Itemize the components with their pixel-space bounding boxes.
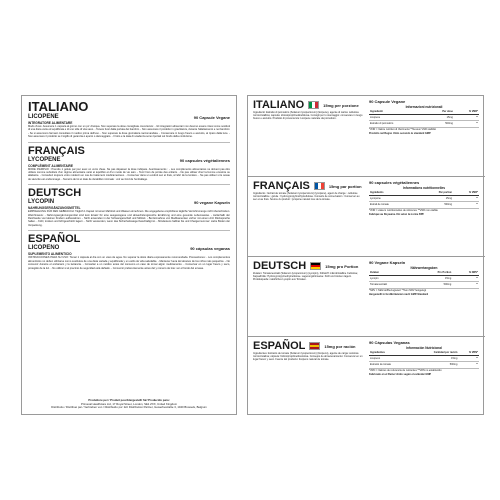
nutrition-table-title-fr: Informations nutritionnelles xyxy=(402,186,446,190)
lang-heading-de: DEUTSCH xyxy=(253,260,307,272)
section-header xyxy=(253,340,363,352)
amount-cell: 15mg xyxy=(417,196,453,202)
producer-info xyxy=(28,399,230,410)
lang-heading-es: ESPAÑOL xyxy=(28,233,81,246)
section-header xyxy=(253,180,363,192)
dose-de: 15mg pro Portion xyxy=(325,263,359,269)
nrv-cell: ** xyxy=(454,115,479,121)
ingredient-cell: Extrait de tomate xyxy=(369,202,417,208)
capsule-count-de: 90 vegane Kapseln xyxy=(193,200,230,206)
nrv-cell: ** xyxy=(452,276,479,282)
nrv-cell: ** xyxy=(458,356,479,362)
header-nrv: % VNR* xyxy=(454,109,479,115)
producer-title: Produttore per / Produit pour/Hergestellt für/ Producido para: xyxy=(88,398,170,403)
header-ingredient: Ingredienti xyxy=(369,109,426,115)
ingredient-cell: Licopene xyxy=(369,115,426,121)
lang-heading-de: DEUTSCH xyxy=(28,187,82,200)
divider xyxy=(28,142,230,143)
footnote-it: *VNR = Valore nutritivo di riferimento **Nessun VNR stabilito xyxy=(369,127,436,131)
product-line-de xyxy=(28,199,230,206)
directions-text-de: EMPFEHLUNG FÜR DEN GEBRAUCH: Täglich 1 Kapsel mit einer Mahlzeit und Wasser einnehmen. Die angegebene empfohlene tägliche Verzehrsmenge nicht überschreiten. Warnhinweis: - Nahrungsergänzungsmittel sind kein Ersatz für eine ausgewogene und abwechslungsreiche Ernährung und eine gesunde Lebensweise. - Außerhalb der Reichweite von kleinen Kindern aufbewahren. - Nicht anwenden in der Schwangerschaft und Stillzeit. - Bei Einnahme von Medikamenten vorher mit einem Arzt Rücksprache halten. - Kühl, trocken und lichtgeschützt lagern. - Nicht verwenden, wenn das Sicherheitssiegel beschädigt ist. - Mindestens haltbar bis und Chargennummer: siehe Boden der Verpackung. xyxy=(28,210,230,227)
ingredient-cell: Tomatenextrakt xyxy=(369,282,415,288)
flag-stripe xyxy=(311,267,320,269)
subtitle-it: INTEGRATORE ALIMENTARE xyxy=(28,121,73,125)
section-de xyxy=(248,256,485,336)
nutrition-table-title-it: Informazioni nutrizionali xyxy=(405,105,443,109)
product-name-es: LICOPENO xyxy=(28,245,60,252)
manufacturing-note-it: Prodotto nel Regno Unito secondo le standard GMP xyxy=(369,132,431,136)
manufacturing-note-fr: Fabriqué au Royaume-Uni selon la norme BPF xyxy=(369,213,425,217)
product-line-es xyxy=(28,245,230,252)
header-amount: Per dose xyxy=(426,109,454,115)
product-name-de: LYCOPIN xyxy=(28,199,55,206)
distributor-address: Distribuito / Distribué par / Vertrieben von / Distribuido por: EU Distribution Partner, Gewerbestraße 3, 1040 Brussels, Belgium xyxy=(51,405,207,410)
block-de xyxy=(28,187,230,227)
capsule-count-es: 90 Cápsulas Veganas xyxy=(369,340,410,345)
flag-es-icon xyxy=(309,342,320,350)
section-left-column xyxy=(253,260,363,283)
table-row xyxy=(369,282,479,288)
dose-it: 15mg per porzione xyxy=(323,102,359,108)
amount-cell: 500mg xyxy=(415,282,452,288)
amount-cell: 15mg xyxy=(426,115,454,121)
section-header xyxy=(253,260,363,272)
header-nrv: % VNR* xyxy=(453,190,479,196)
lang-heading-fr: FRANÇAIS xyxy=(253,180,310,192)
nrv-cell: ** xyxy=(454,121,479,127)
amount-cell: 15mg xyxy=(411,356,458,362)
header-ingredient: Ingrédients xyxy=(369,190,417,196)
ingredients-text-de: Zutaten: Tomatenextrakt (Solanum lycopersicum) (Lycopin), Füllstoff: mikrokristalline Cellulose; Kapselhülle: Hydroxypropylmethylcellulose. Lagerungshinweise: Kühl und trocken lagern. Produktquelle: natürliches Lycopin aus Tomaten. xyxy=(253,272,358,282)
ingredients-text-fr: Ingrédients : Extrait de tomate (Solanum lycopersicum) (lycopène), agent de charge : cellulose microcristalline ; gélule : hydroxypropylméthylcellulose. Conseils de conservation : Conserver au sec et au frais. Source du produit : lycopène naturel issu de la tomate. xyxy=(253,192,360,202)
ingredient-cell: Estratto di pomodoro xyxy=(369,121,426,127)
amount-cell: 500mg xyxy=(426,121,454,127)
amount-cell: 500mg xyxy=(417,202,453,208)
ingredient-cell: Extracto de tomate xyxy=(369,362,411,368)
block-it xyxy=(28,100,230,139)
subtitle-es: SUPLEMENTO ALIMENTICIO xyxy=(28,252,72,257)
lang-heading-it: ITALIANO xyxy=(28,99,89,114)
divider xyxy=(28,184,230,185)
flag-it-icon xyxy=(308,101,319,109)
footnote-es: *VRN = Valores de referencia de nutrientes **VRN no establecido xyxy=(369,368,442,372)
section-right-column xyxy=(369,180,479,216)
amount-cell: 500mg xyxy=(411,362,458,368)
header-nrv: % VRN* xyxy=(458,350,479,356)
dose-fr: 15mg par portion xyxy=(328,183,362,189)
lang-heading-fr: FRANÇAIS xyxy=(28,144,85,157)
manufacturing-note-de: Hergestellt in Großbritannien nach GMP-Standard xyxy=(369,293,429,297)
table-row xyxy=(369,202,479,208)
nrv-cell: ** xyxy=(453,202,479,208)
product-name-fr: LYCOPENE xyxy=(28,156,61,163)
nrv-cell: ** xyxy=(452,282,479,288)
product-name-it: LICOPENE xyxy=(28,114,59,120)
section-left-column xyxy=(253,99,363,122)
nutrition-table-fr xyxy=(369,190,479,209)
ingredient-cell: Lycopin xyxy=(369,276,415,282)
subtitle-fr: COMPLÉMENT ALIMENTAIRE xyxy=(28,163,73,168)
capsule-count-fr: 90 capsules végétaliennes xyxy=(369,180,420,185)
block-es xyxy=(28,233,230,270)
capsule-count-fr: 90 capsules végétaliennes xyxy=(179,157,230,163)
block-fr xyxy=(28,145,230,182)
capsule-count-it: 90 Capsule Vegane xyxy=(193,115,230,120)
nutrition-table-de xyxy=(369,270,479,289)
capsule-count-de: 90 Vegane Kapseln xyxy=(369,260,406,265)
ingredients-text-es: Ingredientes: Extracto de tomate (Solanum lycopersicum) (licopeno), agente de carga: celulosa microcristalina; cápsula: hidroxipropilmetilcelulosa. Consejos de almacenamiento: Conservar en un lugar fresco y seco. Fuente del producto: licopeno natural de tomate. xyxy=(253,352,363,362)
capsule-count-it: 90 Capsule Vegane xyxy=(369,99,406,104)
table-row xyxy=(369,362,479,368)
header-ingredient: Ingredientes xyxy=(369,350,411,356)
ingredient-cell: Licopeno xyxy=(369,356,411,362)
right-label-panel xyxy=(247,95,484,415)
producer-address: Primeval Healthcare Ltd, 17 Royal Street, London, SE1 ZXX, United Kingdom xyxy=(80,401,178,406)
left-label-panel xyxy=(21,95,237,415)
header-amount: Pro Portion xyxy=(415,270,452,276)
header-amount: Par portion xyxy=(417,190,453,196)
manufacturing-note-es: Fabricado en el Reino Unido según el estándar GMP xyxy=(369,373,432,377)
directions-text-it: Modo d'uso: Assumere 1 capsula al giorno con un po' d'acqua. Non superare la dose consigliata. Avvertenze: - Gli integratori alimentari non devono essere intesi come sostituti di una dieta varia ed equilibrata e di uno stile di vita sano. - Tenere fuori dalla portata dei bambini. - Non assumere il prodotto in gravidanza, durante l'allattamento e nei bambini. - Se si assumono farmaci consultare il medico prima dell'uso. - Non superare la dose giornaliera raccomandata. - Conservare in luogo fresco e asciutto, al riparo dalla luce. - Non assumere il prodotto se il sigillo di garanzia è aperto o danneggiato. - Il lotto e la data di scadenza sono riportati sul fondo della confezione. xyxy=(28,125,231,139)
section-right-column xyxy=(369,340,479,376)
product-line-fr xyxy=(28,157,230,164)
directions-text-es: INSTRUCCIONES PARA SU USO: Tomar 1 cápsula al día con un vaso de agua. No superar la dosis diaria expresamente recomendada. Precauciones: - Los complementos alimenticios no deben utilizarse como sustitutos de una dieta variada y equilibrada y un estilo de vida saludable. - Mantener fuera del alcance de los niños más pequeños. - No consumir durante el embarazo y la lactancia. - Consultar a un médico antes del consumo en caso de tomar algún medicamento. - Conservar en un lugar fresco y seco, protegido de la luz. - No utilizar si el precinto de seguridad está dañado. - Consumir preferentemente antes del y número de lote: ver el fondo del envase. xyxy=(28,256,230,270)
header-nrv: % NRV* xyxy=(452,270,479,276)
section-header xyxy=(253,99,363,111)
flag-stripe xyxy=(315,102,318,108)
capsule-count-es: 90 cápsulas veganas xyxy=(190,246,230,252)
ingredient-cell: Lycopène xyxy=(369,196,417,202)
subtitle-de: NAHRUNGSERGÄNZUNGSMITTEL xyxy=(28,206,81,211)
flag-de-icon xyxy=(310,262,321,270)
lang-heading-es: ESPAÑOL xyxy=(253,340,306,352)
flag-stripe xyxy=(321,183,324,189)
section-right-column xyxy=(369,260,479,296)
nutrition-table-title-es: Información Nutricional xyxy=(406,346,442,350)
section-right-column xyxy=(369,99,479,135)
ingredients-text-it: Ingredienti: Estratto di pomodoro (Solanum lycopersicum) (licopene), agente di carica: cellulosa microcristallina; capsula: idrossipropilmetilcellulosa. Consigli per lo stoccaggio: conservare in luogo fresco e asciutto. Prodotto di provenienza: Licopene naturale da pomodoro. xyxy=(253,111,363,121)
flag-fr-icon xyxy=(314,182,325,190)
section-fr xyxy=(248,176,485,256)
lang-heading-it: ITALIANO xyxy=(253,99,305,111)
nrv-cell: ** xyxy=(458,362,479,368)
footnote-fr: *VNR = valeurs nutritionnelles de référence **VNR non établie xyxy=(369,208,438,212)
section-left-column xyxy=(253,180,363,203)
product-line-it xyxy=(28,114,230,121)
nutrition-table-it xyxy=(369,109,479,128)
header-amount: Cantidad por ración xyxy=(411,350,458,356)
flag-stripe xyxy=(310,347,319,349)
section-it xyxy=(248,96,485,176)
nutrition-table-es xyxy=(369,350,479,369)
section-left-column xyxy=(253,340,363,363)
dose-es: 15mg por ración xyxy=(324,343,356,349)
footnote-de: *NRV = Nährstoffbezugswert **Kein NRV festgelegt xyxy=(369,288,427,292)
amount-cell: 15mg xyxy=(415,276,452,282)
directions-text-fr: MODE D'EMPLOI : Prendre 1 gélule par jour avec un verre d'eau. Ne pas dépasser la dose indiquée. Avertissements : - Les compléments alimentaires ne doivent pas être utilisés comme substituts d'un régime alimentaire varié et équilibré et d'un mode de vie sain. - Tenir hors de portée des enfants. - Ne pas utiliser chez la femme enceinte ou allaitante. - Consultez toujours votre médecin en cas de traitement médicamenteux. - Conserver dans un endroit sec et frais, à l'abri de la lumière. - Ne pas utiliser si le sceau de sécurité est endommagé. - Numéro de lot et date de durabilité minimale : voir au fond de l'emballage. xyxy=(28,167,230,181)
nutrition-table-title-de: Nährwertangaben xyxy=(410,266,438,270)
divider xyxy=(28,230,230,231)
header-ingredient: Zutaten xyxy=(369,270,415,276)
nrv-cell: ** xyxy=(453,196,479,202)
section-es xyxy=(248,336,485,416)
table-row xyxy=(369,121,479,127)
